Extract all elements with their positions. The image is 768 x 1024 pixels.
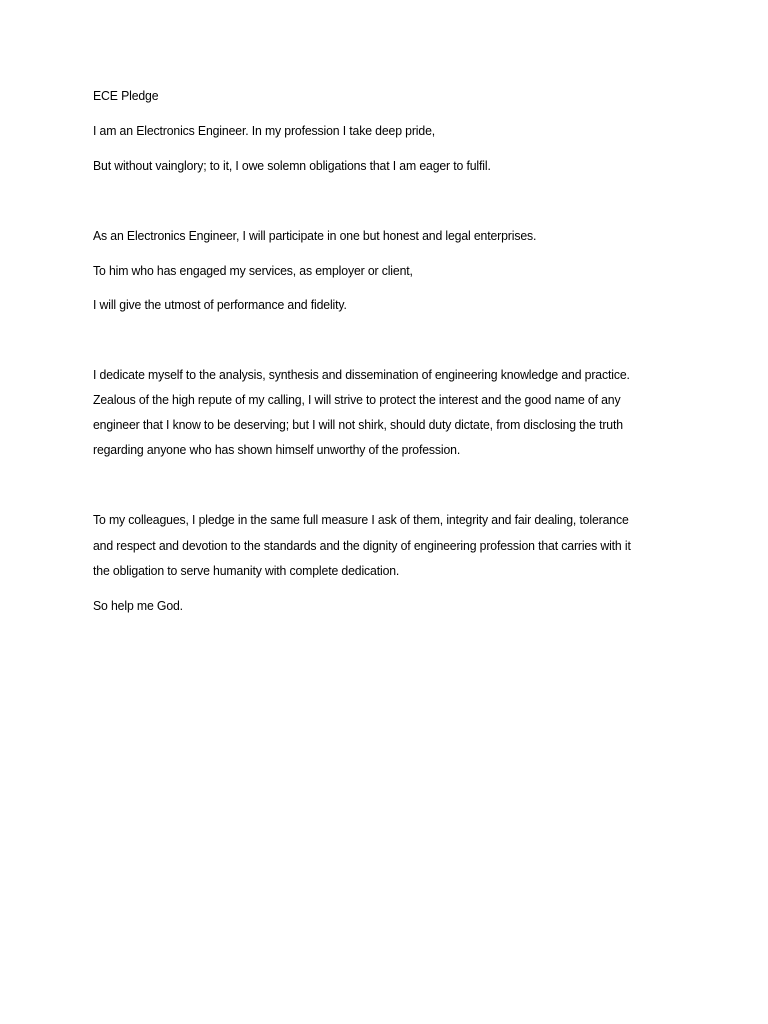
paragraph-1-line-2: But without vainglory; to it, I owe solemn obligations that I am eager to fulfil. [93,158,491,173]
paragraph-3-line-2: Zealous of the high repute of my calling, I will strive to protect the interest and the good name of any [93,392,621,407]
paragraph-2-line-1: As an Electronics Engineer, I will participate in one but honest and legal enterprises. [93,228,537,243]
paragraph-4-line-1: To my colleagues, I pledge in the same full measure I ask of them, integrity and fair dealing, tolerance [93,512,629,527]
closing-line: So help me God. [93,598,183,613]
paragraph-3-line-4: regarding anyone who has shown himself unworthy of the profession. [93,442,461,457]
paragraph-1-line-1: I am an Electronics Engineer. In my profession I take deep pride, [93,123,436,138]
paragraph-4-line-3: the obligation to serve humanity with complete dedication. [93,563,400,578]
paragraph-3-line-1: I dedicate myself to the analysis, synthesis and dissemination of engineering knowledge and practice. [93,367,630,382]
paragraph-2-line-2: To him who has engaged my services, as employer or client, [93,263,413,278]
document-title: ECE Pledge [93,88,159,103]
paragraph-3-line-3: engineer that I know to be deserving; but I will not shirk, should duty dictate, from disclosing the truth [93,417,623,432]
paragraph-4-line-2: and respect and devotion to the standards and the dignity of engineering profession that carries with it [93,538,631,553]
paragraph-2-line-3: I will give the utmost of performance and fidelity. [93,297,347,312]
